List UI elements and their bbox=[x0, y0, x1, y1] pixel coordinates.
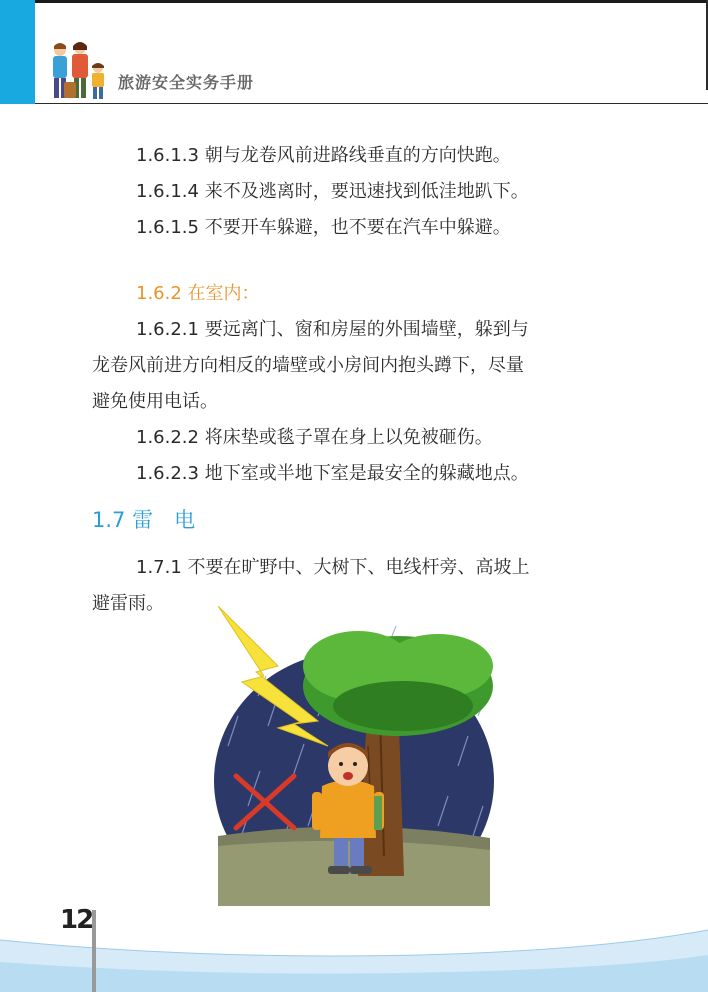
paragraph-1-7-1-line-2: 避雷雨。 bbox=[92, 593, 164, 614]
paragraph-1-6-2-1-line-1: 1.6.2.1 要远离门、窗和房屋的外围墙壁，躲到与 bbox=[136, 319, 529, 340]
header-color-tab bbox=[0, 0, 35, 104]
section-heading-1-7: 1.7 雷 电 bbox=[92, 508, 196, 532]
paragraph-1-6-2-1-line-2: 龙卷风前进方向相反的墙壁或小房间内抱头蹲下，尽量 bbox=[92, 355, 524, 376]
header-divider bbox=[35, 103, 708, 104]
paragraph-1-6-1-4: 1.6.1.4 来不及逃离时，要迅速找到低洼地趴下。 bbox=[136, 181, 529, 202]
paragraph-1-6-1-3: 1.6.1.3 朝与龙卷风前进路线垂直的方向快跑。 bbox=[136, 145, 511, 166]
footer-wave bbox=[0, 900, 708, 992]
page-number-divider bbox=[92, 910, 96, 992]
paragraph-1-6-2-1-line-3: 避免使用电话。 bbox=[92, 391, 218, 412]
paragraph-1-6-1-5: 1.6.1.5 不要开车躲避，也不要在汽车中躲避。 bbox=[136, 217, 511, 238]
paragraph-1-7-1-line-1: 1.7.1 不要在旷野中、大树下、电线杆旁、高坡上 bbox=[136, 557, 530, 578]
page-number: 12 bbox=[60, 905, 93, 935]
lightning-tree-illustration bbox=[208, 606, 500, 906]
top-border bbox=[0, 0, 708, 3]
subheading-1-6-2: 1.6.2 在室内： bbox=[136, 283, 260, 304]
family-illustration-icon bbox=[46, 38, 110, 104]
paragraph-1-6-2-2: 1.6.2.2 将床垫或毯子罩在身上以免被砸伤。 bbox=[136, 427, 493, 448]
paragraph-1-6-2-3: 1.6.2.3 地下室或半地下室是最安全的躲藏地点。 bbox=[136, 463, 529, 484]
book-title: 旅游安全实务手册 bbox=[118, 73, 255, 92]
